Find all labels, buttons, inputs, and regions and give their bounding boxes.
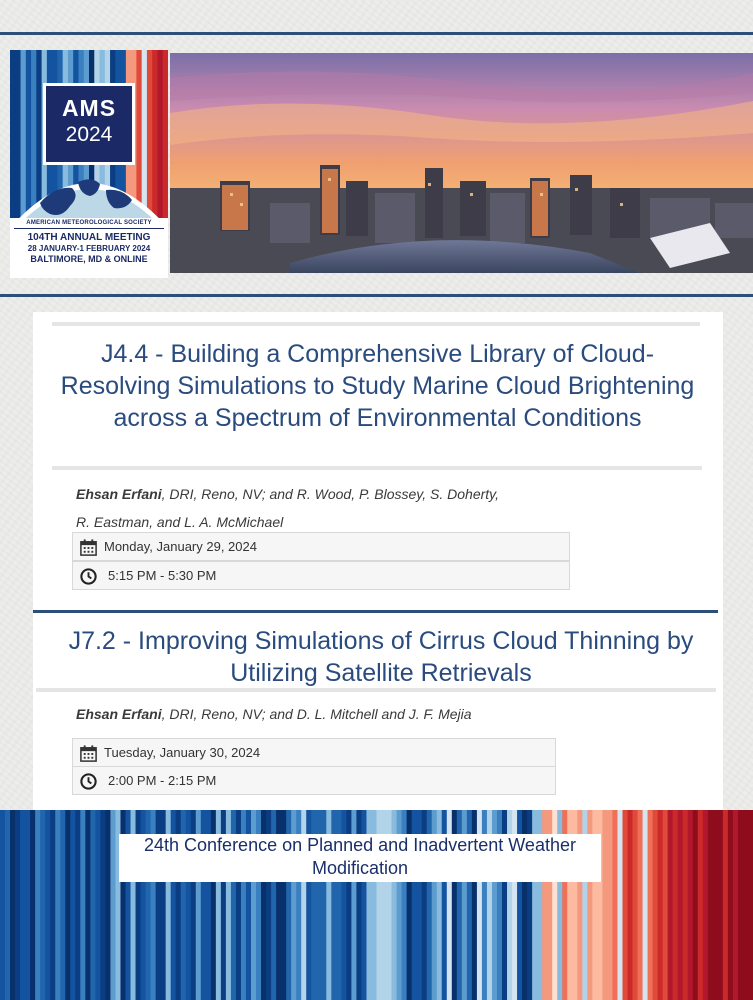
talk-1-authors-line-1: , DRI, Reno, NV; and R. Wood, P. Blossey, S. Doherty, xyxy=(161,486,500,502)
warming-stripe xyxy=(663,810,669,1000)
talk-1-title-divider xyxy=(52,466,702,470)
warming-stripe xyxy=(55,810,61,1000)
warming-stripe xyxy=(683,810,689,1000)
warming-stripe xyxy=(110,810,116,1000)
conference-name[interactable]: 24th Conference on Planned and Inadvertent Weather Modification xyxy=(119,834,601,882)
warming-stripe xyxy=(703,810,709,1000)
warming-stripe xyxy=(708,810,714,1000)
talk-1-time: 5:15 PM - 5:30 PM xyxy=(108,568,217,583)
warming-stripe xyxy=(35,810,41,1000)
logo-year: 2024 xyxy=(65,123,113,146)
talk-1-lead-author: Ehsan Erfani xyxy=(76,486,162,502)
warming-stripe xyxy=(50,810,56,1000)
warming-stripe xyxy=(75,810,81,1000)
logo-society: AMERICAN METEOROLOGICAL SOCIETY xyxy=(14,220,164,229)
warming-stripe xyxy=(30,810,36,1000)
warming-stripe xyxy=(10,810,16,1000)
talk-1-authors-line-2: R. Eastman, and L. A. McMichael xyxy=(76,514,284,530)
warming-stripe xyxy=(643,810,649,1000)
warming-stripe xyxy=(607,810,613,1000)
warming-stripe xyxy=(622,810,628,1000)
logo-ams-badge xyxy=(43,83,135,165)
warming-stripe xyxy=(5,810,11,1000)
warming-stripe xyxy=(15,810,21,1000)
talk-2-authors xyxy=(76,700,636,728)
warming-stripe xyxy=(612,810,618,1000)
warming-stripe xyxy=(648,810,654,1000)
warming-stripe xyxy=(733,810,739,1000)
warming-stripe xyxy=(25,810,31,1000)
banner-bottom-rule xyxy=(0,294,753,297)
top-rule xyxy=(0,32,753,35)
warming-stripe xyxy=(653,810,659,1000)
logo-meeting: 104TH ANNUAL MEETING xyxy=(27,232,151,243)
talk-2-date-row xyxy=(72,738,556,767)
warming-stripe xyxy=(628,810,634,1000)
talk-separator xyxy=(33,610,718,613)
warming-stripe xyxy=(45,810,51,1000)
warming-stripe xyxy=(693,810,699,1000)
warming-stripe xyxy=(85,810,91,1000)
warming-stripe xyxy=(0,810,6,1000)
logo-dates: 28 JANUARY-1 FEBRUARY 2024 xyxy=(27,244,151,253)
warming-stripe xyxy=(95,810,101,1000)
clock-icon xyxy=(79,772,98,791)
warming-stripe xyxy=(738,810,744,1000)
talk-2-date: Tuesday, January 30, 2024 xyxy=(104,745,261,760)
warming-stripe xyxy=(668,810,674,1000)
talk-1-date: Monday, January 29, 2024 xyxy=(104,539,257,554)
warming-stripe xyxy=(617,810,623,1000)
warming-stripe xyxy=(90,810,96,1000)
warming-stripe xyxy=(678,810,684,1000)
logo-location: BALTIMORE, MD & ONLINE xyxy=(30,254,148,264)
ams-logo xyxy=(10,50,168,278)
clock-icon xyxy=(79,567,98,586)
logo-caption xyxy=(10,218,168,278)
talk-1-time-row xyxy=(72,561,570,590)
meeting-banner xyxy=(10,50,753,278)
talk-1-title[interactable]: J4.4 - Building a Comprehensive Library of Cloud-Resolving Simulations to Study Marine Cloud Brightening across a Spectrum of Environmental Conditions xyxy=(60,340,695,432)
warming-stripe xyxy=(723,810,729,1000)
warming-stripe xyxy=(718,810,724,1000)
warming-stripe xyxy=(80,810,86,1000)
warming-stripe xyxy=(100,810,106,1000)
warming-stripe xyxy=(65,810,71,1000)
warming-stripe xyxy=(658,810,664,1000)
warming-stripe xyxy=(698,810,704,1000)
warming-stripe xyxy=(105,810,111,1000)
warming-stripe xyxy=(60,810,66,1000)
logo-acronym: AMS xyxy=(61,95,117,121)
talk-2-time-row xyxy=(72,766,556,795)
talk-2-lead-author: Ehsan Erfani xyxy=(76,706,162,722)
warming-stripe xyxy=(20,810,26,1000)
warming-stripe xyxy=(728,810,734,1000)
warming-stripe xyxy=(633,810,639,1000)
baltimore-skyline-photo xyxy=(170,53,753,273)
warming-stripe xyxy=(602,810,608,1000)
warming-stripe xyxy=(673,810,679,1000)
talk-2-title[interactable]: J7.2 - Improving Simulations of Cirrus Cloud Thinning by Utilizing Satellite Retrievals xyxy=(68,627,694,687)
warming-stripe xyxy=(713,810,719,1000)
talk-2-authors-line-1: , DRI, Reno, NV; and D. L. Mitchell and J. F. Mejia xyxy=(161,706,472,722)
warming-stripe xyxy=(748,810,753,1000)
talk-2-title-divider xyxy=(36,688,716,692)
card-top-divider xyxy=(52,322,700,326)
talk-1-date-row xyxy=(72,532,570,561)
warming-stripe xyxy=(688,810,694,1000)
talk-1-authors xyxy=(76,480,596,536)
talk-2-time: 2:00 PM - 2:15 PM xyxy=(108,773,217,788)
calendar-icon xyxy=(79,744,98,763)
warming-stripe xyxy=(40,810,46,1000)
calendar-icon xyxy=(79,538,98,557)
warming-stripe xyxy=(70,810,76,1000)
warming-stripe xyxy=(743,810,749,1000)
warming-stripe xyxy=(638,810,644,1000)
